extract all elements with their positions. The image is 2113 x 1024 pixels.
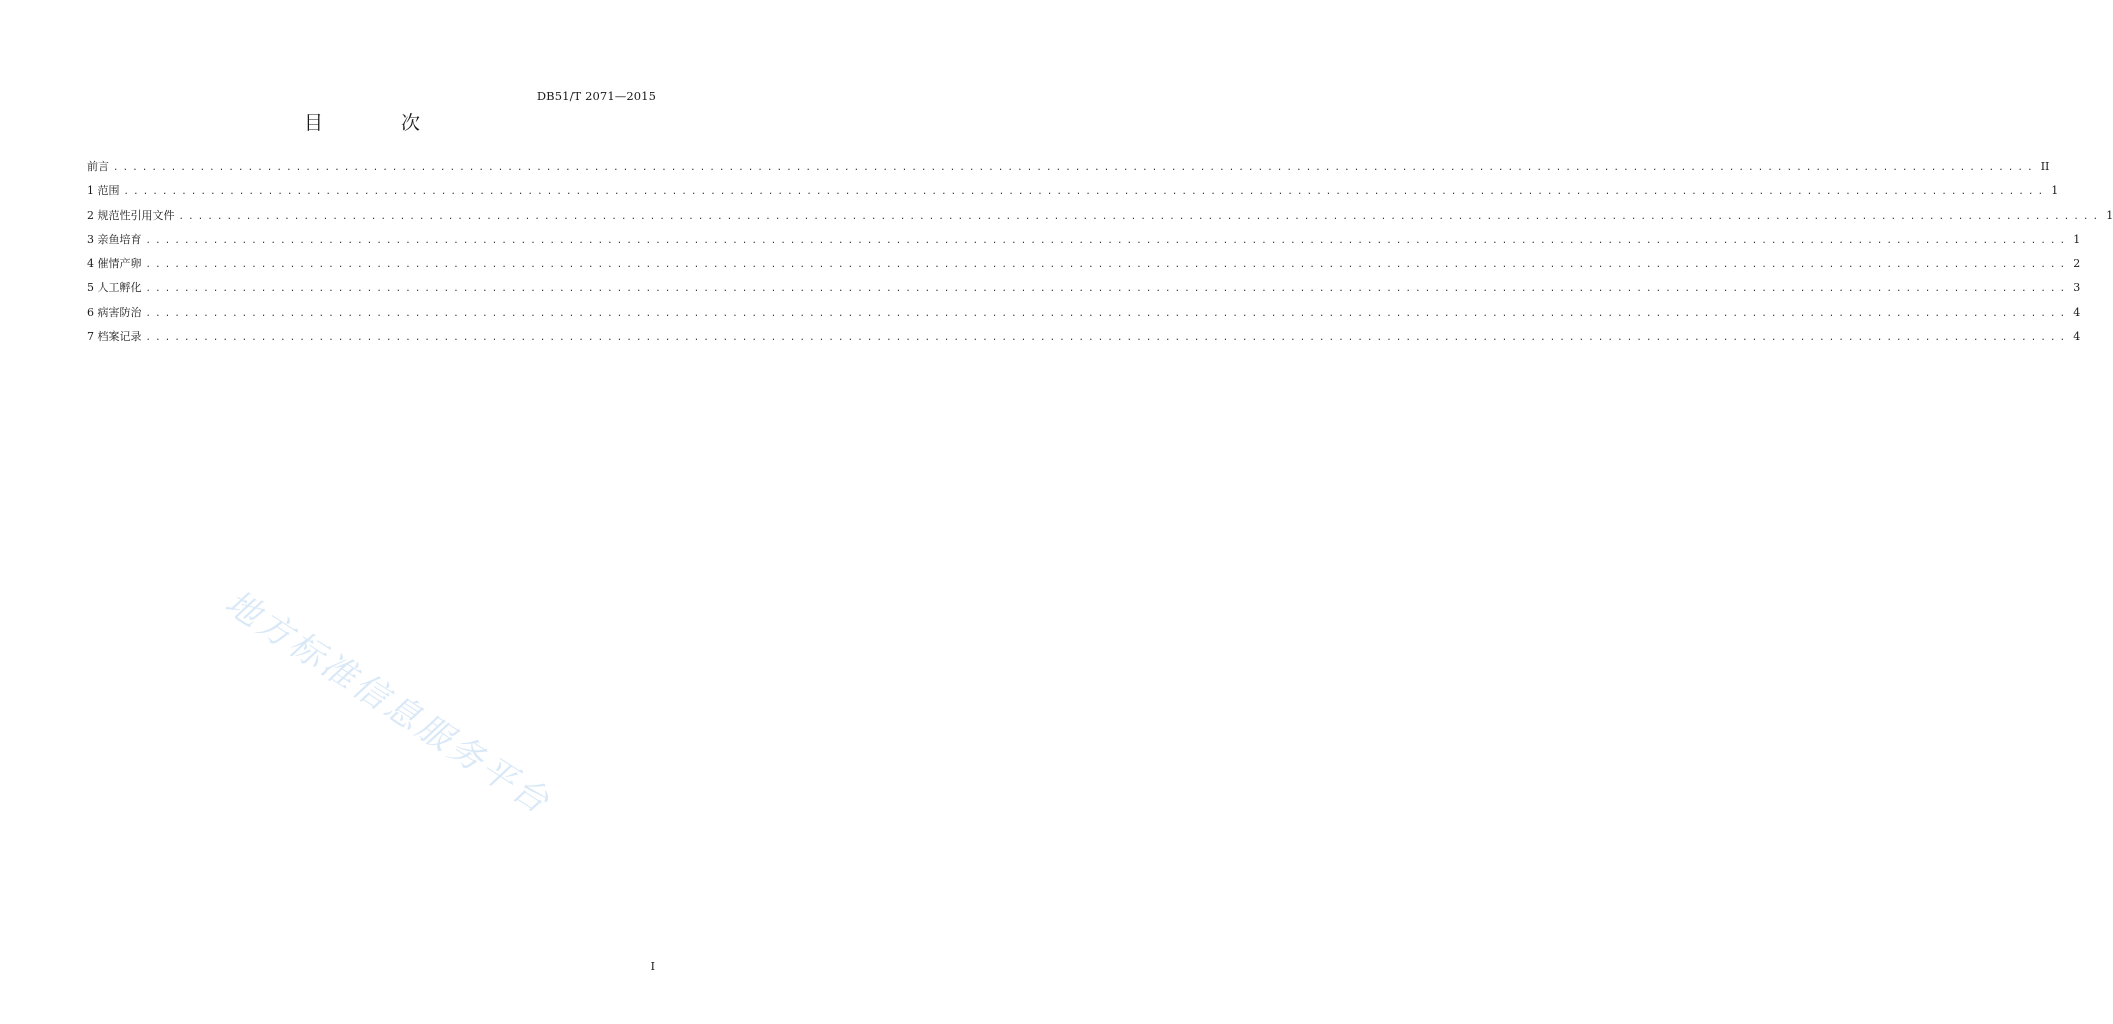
toc-entry-label: 5 人工孵化 bbox=[87, 281, 142, 295]
toc-entry-page: 1 bbox=[2051, 184, 2059, 198]
toc-entry[interactable] bbox=[87, 304, 2081, 328]
toc-entry[interactable] bbox=[87, 182, 2059, 206]
toc-dot-leader: ........................................................................................................................................................................................................ bbox=[145, 284, 2070, 295]
toc-dot-leader: ........................................................................................................................................................................................................ bbox=[113, 163, 2037, 173]
toc-dot-leader: ........................................................................................................................................................................................................ bbox=[178, 211, 2103, 222]
toc-entry-label: 1 范围 bbox=[87, 184, 120, 198]
toc-entry-label: 4 催情产卵 bbox=[87, 257, 142, 271]
toc-dot-leader: ........................................................................................................................................................................................................ bbox=[145, 333, 2070, 344]
watermark: 地方标准信息服务平台 bbox=[217, 582, 559, 824]
toc-entry-label: 3 亲鱼培育 bbox=[87, 232, 142, 246]
toc-entry[interactable] bbox=[87, 158, 2050, 182]
toc-entry-page: 4 bbox=[2073, 330, 2081, 344]
toc-entry[interactable] bbox=[87, 279, 2081, 303]
toc-entry-label: 7 档案记录 bbox=[87, 330, 142, 344]
toc-entry[interactable] bbox=[87, 328, 2081, 352]
toc-entry-label: 6 病害防治 bbox=[87, 305, 142, 319]
toc-dot-leader: ........................................................................................................................................................................................................ bbox=[145, 308, 2070, 319]
toc-entry-page: 2 bbox=[2073, 257, 2081, 271]
toc-entry-page: 1 bbox=[2073, 232, 2081, 246]
toc-entry-page: 1 bbox=[2106, 208, 2113, 222]
toc-entry[interactable] bbox=[87, 255, 2081, 279]
document-number: DB51/T 2071—2015 bbox=[536, 89, 656, 103]
toc-entry-label: 前言 bbox=[87, 160, 109, 173]
toc-title: 目 次 bbox=[303, 112, 457, 134]
page-number: I bbox=[650, 960, 655, 973]
toc-dot-leader: ........................................................................................................................................................................................................ bbox=[145, 235, 2070, 246]
toc-entry-page: 4 bbox=[2073, 305, 2081, 319]
toc-dot-leader: ........................................................................................................................................................................................................ bbox=[123, 187, 2048, 198]
toc-entry-page: 3 bbox=[2073, 281, 2081, 295]
toc-entry-page: II bbox=[2040, 160, 2050, 173]
toc-entry[interactable] bbox=[87, 231, 2081, 255]
toc-entry[interactable] bbox=[87, 207, 2113, 231]
toc-entry-label: 2 规范性引用文件 bbox=[87, 208, 175, 222]
toc-dot-leader: ........................................................................................................................................................................................................ bbox=[145, 260, 2070, 271]
table-of-contents bbox=[87, 158, 2113, 352]
